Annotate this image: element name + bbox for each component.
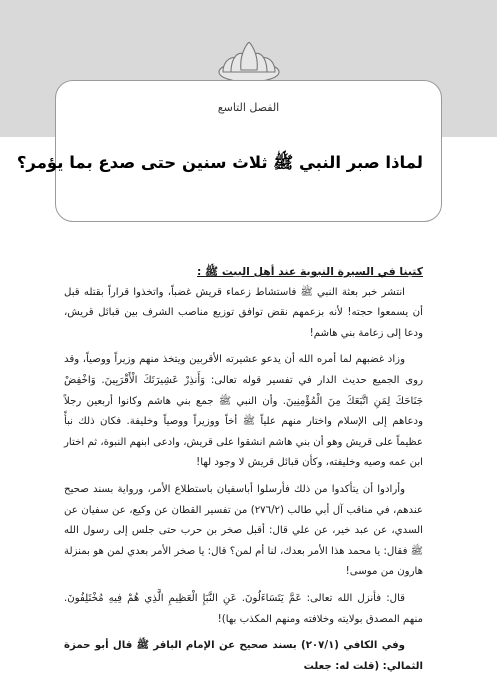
section-heading: كتبنا في السيرة النبوية عند أهل البيت ﷺ :: [196, 265, 423, 278]
body-text: [64, 262, 423, 677]
paragraph-3: وأرادوا أن يتأكدوا من ذلك فأرسلوا أباسفيان باستطلاع الأمر، ورواية بسند صحيح عندهم، في مناقب آل أبي طالب (٢٧٦/٢) من تفسير القطان عن وكيع، عن سفيان عن السدي، عن عبد خير، عن علي قال: أقبل صخر بن حرب حتى جلس إلى رسول الله ﷺ فقال: يا محمد هذا الأمر بعدك، لنا أم لمن؟ قال: يا صخر الأمر بعدي لمن هو بمنزلة هارون من موسى!: [64, 483, 423, 578]
paragraph-4: قال: فأنزل الله تعالى: عَمَّ يَتَسَاءَلُونَ. عَنِ النَّبَإِ الْعَظِيمِ الَّذِي هُمْ فِيهِ مُخْتَلِفُونَ. منهم المصدق بولايته وخلافته ومنهم المكذب بها)!: [64, 592, 423, 625]
chapter-number-label: الفصل التاسع: [217, 101, 280, 114]
paragraph-2: وزاد غضبهم لما أمره الله أن يدعو عشيرته الأقربين ويتخذ منهم وزيراً ووصياً، وقد روى الجميع حديث الدار في تفسير قوله تعالى: وَأَنذِرْ عَشِيرَتَكَ الْأَقْرَبِينَ. وَاخْفِضْ جَنَاحَكَ لِمَنِ اتَّبَعَكَ مِنَ الْمُؤْمِنِينَ. وأن النبي ﷺ جمع بني هاشم وكانوا أربعين رجلاً ودعاهم إلى الإسلام واختار منهم علياً ﷺ أخاً ووزيراً ووصياً وخليفة. فكان ذلك نبأً عظيماً على قريش وهو أن بني هاشم انشقوا على قريش، وادعى ابنهم النبوة، ثم اختار ابن عمه وصيه وخليفته، وكأن قبائل قريش لا وجود لها!: [64, 354, 423, 469]
chapter-title: لماذا صبر النبي ﷺ ثلاث سنين حتى صدع بما يؤمر؟: [16, 153, 423, 172]
chapter-title-card: [16, 80, 442, 222]
paragraph-1: انتشر خبر بعثة النبي ﷺ فاستشاط زعماء قريش غضباً، واتخذوا قراراً بقتله قبل أن يسمعوا حجته! لأنه بزعمهم نقض توافق توزيع مناصب الشرف بين قبائل قريش، ودعا إلى زعامة بني هاشم!: [64, 286, 423, 339]
paragraph-5: وفي الكافي (٢٠٧/١) بسند صحيح عن الإمام الباقر ﷺ قال أبو حمزة الثمالي: (قلت له: جعلت: [64, 640, 423, 672]
